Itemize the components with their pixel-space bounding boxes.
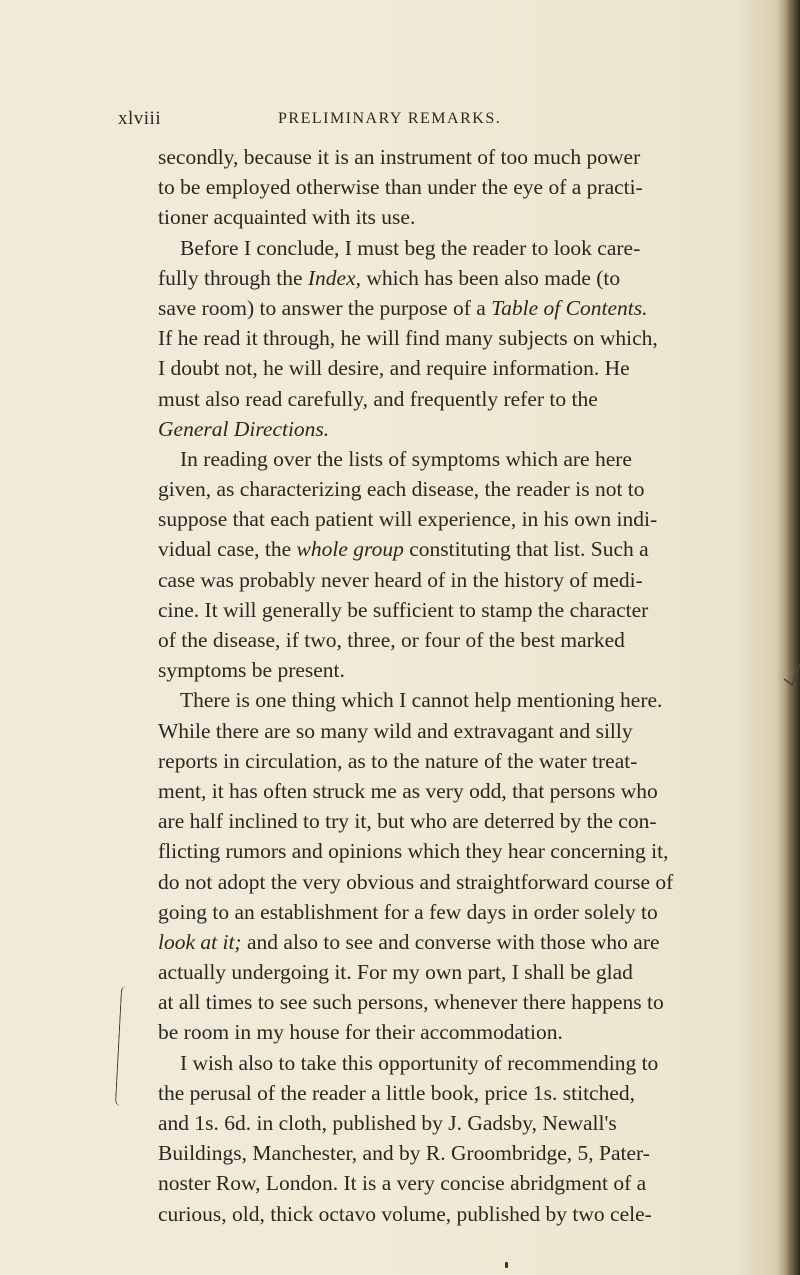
body-text	[158, 142, 758, 1229]
text-line: flicting rumors and opinions which they hear concerning it,	[158, 839, 669, 864]
text-line: symptoms be present.	[158, 658, 345, 683]
text-line: must also read carefully, and frequently refer to the	[158, 386, 598, 411]
text-line: at all times to see such persons, whenever there happens to	[158, 990, 664, 1015]
text-line: There is one thing which I cannot help mentioning here.	[180, 688, 663, 713]
page-number: xlviii	[118, 108, 162, 129]
text-line: do not adopt the very obvious and straightforward course of	[158, 869, 674, 894]
text-line	[158, 263, 758, 293]
text-line: I wish also to take this opportunity of recommending to	[180, 1050, 659, 1075]
text-line: given, as characterizing each disease, the reader is not to	[158, 477, 645, 502]
text-line: Before I conclude, I must beg the reader to look care-	[180, 235, 641, 260]
text-run: which has been also made (to	[361, 265, 621, 290]
running-head: PRELIMINARY REMARKS.	[278, 110, 502, 127]
text-line: case was probably never heard of in the history of medi-	[158, 567, 643, 592]
text-line	[158, 414, 758, 444]
text-line: be room in my house for their accommodation.	[158, 1020, 563, 1045]
italic-run: Table of Contents.	[491, 295, 648, 320]
text-line: If he read it through, he will find many subjects on which,	[158, 326, 658, 351]
text-line: ment, it has often struck me as very odd, that persons who	[158, 778, 658, 803]
text-run: vidual case, the	[158, 537, 297, 562]
text-line: cine. It will generally be sufficient to stamp the character	[158, 597, 649, 622]
text-line	[158, 293, 758, 323]
text-line: are half inclined to try it, but who are deterred by the con-	[158, 809, 657, 834]
italic-run: look at it;	[158, 929, 242, 954]
italic-run: whole group	[296, 537, 404, 562]
text-line: going to an establishment for a few days in order solely to	[158, 899, 658, 924]
text-line: to be employed otherwise than under the eye of a practi-	[158, 175, 643, 200]
pencil-check-mark	[782, 655, 800, 695]
text-line: actually undergoing it. For my own part, I shall be glad	[158, 960, 633, 985]
text-line	[158, 927, 758, 957]
text-line: Buildings, Manchester, and by R. Groombridge, 5, Pater-	[158, 1141, 650, 1166]
italic-run: General Directions.	[158, 416, 330, 441]
page-header	[118, 108, 678, 136]
text-line: While there are so many wild and extravagant and silly	[158, 718, 633, 743]
text-run: and also to see and converse with those who are	[241, 929, 660, 954]
page-edge-shadow	[786, 0, 800, 1275]
text-line: suppose that each patient will experience, in his own indi-	[158, 507, 658, 532]
text-line: tioner acquainted with its use.	[158, 205, 416, 230]
text-line: In reading over the lists of symptoms which are here	[180, 446, 632, 471]
text-run: constituting that list. Such a	[403, 537, 649, 562]
text-run: fully through the	[158, 265, 308, 290]
text-line: and 1s. 6d. in cloth, published by J. Gadsby, Newall's	[158, 1111, 617, 1135]
italic-run: Index,	[307, 265, 362, 290]
text-line: the perusal of the reader a little book, price 1s. stitched,	[158, 1080, 636, 1105]
ink-speck	[505, 1262, 508, 1268]
text-run: save room) to answer the purpose of a	[158, 295, 492, 320]
text-line: reports in circulation, as to the nature of the water treat-	[158, 748, 638, 773]
text-line: curious, old, thick octavo volume, published by two cele-	[158, 1201, 652, 1226]
text-line	[158, 534, 758, 564]
text-line: I doubt not, he will desire, and require information. He	[158, 356, 630, 381]
text-line: secondly, because it is an instrument of too much power	[158, 145, 641, 169]
text-line: of the disease, if two, three, or four of the best marked	[158, 628, 625, 652]
text-line: noster Row, London. It is a very concise abridgment of a	[158, 1171, 647, 1196]
